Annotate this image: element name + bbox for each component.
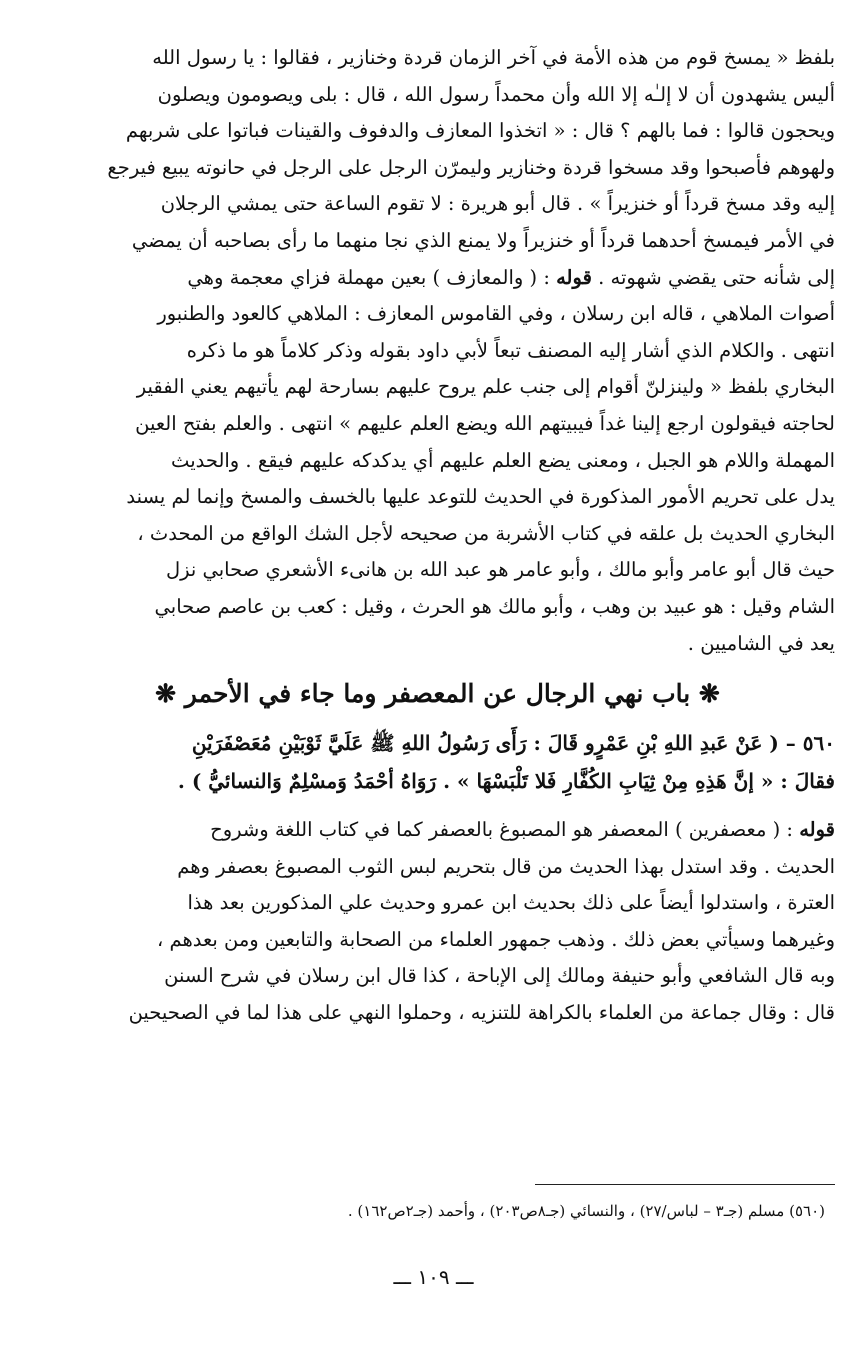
text-segment: : ( والمعازف ) بعين مهملة فزاي معجمة وهي (187, 265, 550, 289)
text-line: العترة ، واستدلوا أيضاً على ذلك بحديث ابن عمرو وحديث علي المذكورين بعد هذا (187, 891, 835, 915)
commentary-top (40, 40, 835, 662)
chapter-heading: ❋ باب نهي الرجال عن المعصفر وما جاء في الأحمر ❋ (155, 679, 720, 709)
text-line: انتهى . والكلام الذي أشار إليه المصنف تبعاً لأبي داود بقوله وذكر كلاماً هو ما ذكره (186, 338, 835, 362)
text-line: الحديث . وقد استدل بهذا الحديث من قال بتحريم لبس الثوب المصبوغ بعصفر وهم (177, 854, 835, 878)
hadith-text (40, 724, 835, 800)
hadith-line: فقالَ : « إنَّ هَذِهِ مِنْ ثِيَابِ الكُفَّارِ فَلا تَلْبَسْهَا » . رَوَاهُ أحْمَدُ وَمسْلِمٌ وَالنسائيُّ ) . (177, 769, 835, 794)
text-line: البخاري بلفظ « ولينزلنّ أقوام إلى جنب علم يروح عليهم بسارحة لهم يأتيهم يعني الفقير (136, 375, 835, 399)
footnote: (٥٦٠) مسلم (جـ٣ – لباس/٢٧) ، والنسائي (جـ٨ص٢٠٣) ، وأحمد (جـ٢ص١٦٢) . (347, 1202, 825, 1220)
text-line-with-qawluhu (40, 260, 835, 297)
text-line-with-qawluhu (40, 812, 835, 849)
text-line: وبه قال الشافعي وأبو حنيفة ومالك إلى الإباحة ، كذا قال ابن رسلان في شرح السنن (164, 964, 835, 988)
text-line: المهملة واللام هو الجبل ، ومعنى يضع العلم عليهم أي يدكدكه عليهم فيقع . والحديث (171, 448, 835, 472)
text-line: وغيرهما وسيأتي بعض ذلك . وذهب جمهور العلماء من الصحابة والتابعين ومن بعدهم ، (157, 927, 835, 951)
text-line: في الأمر فيمسخ أحدهما قرداً أو خنزيراً ولا يمنع الذي نجا منهما ما رأى بصاحبه أن يمضي (131, 228, 835, 252)
hadith-line: ٥٦٠ – ( عَنْ عَبدِ اللهِ بْنِ عَمْرٍو قَالَ : رَأَى رَسُولُ اللهِ ﷺ عَلَيَّ ثَوْبَيْنِ مُعَصْفَرَيْنِ (191, 731, 835, 756)
page-number: ـــ ١٠٩ ـــ (393, 1265, 474, 1289)
qawluhu-label: قوله (799, 818, 835, 842)
text-line: بلفظ « يمسخ قوم من هذه الأمة في آخر الزمان قردة وخنازير ، فقالوا : يا رسول الله (152, 46, 835, 69)
text-line: لحاجته فيقولون ارجع إلينا غداً فيبيتهم الله ويضع العلم عليهم » انتهى . والعلم بفتح العين (135, 411, 835, 435)
text-line: البخاري الحديث بل علقه في كتاب الأشربة من صحيحه لأجل الشك الواقع من المحدث ، (137, 521, 835, 545)
text-line: أصوات الملاهي ، قاله ابن رسلان ، وفي القاموس المعازف : الملاهي كالعود والطنبور (157, 302, 835, 326)
text-line: يدل على تحريم الأمور المذكورة في الحديث للتوعد عليها بالخسف والمسخ وإنما لم يسند (126, 485, 835, 509)
text-segment: إلى شأنه حتى يقضي شهوته . (598, 265, 835, 289)
text-line: قال : وقال جماعة من العلماء بالكراهة للتنزيه ، وحملوا النهي على هذا لما في الصحيحين (128, 1001, 835, 1025)
text-line: ولهوهم فأصبحوا وقد مسخوا قردة وخنازير وليمرّن الرجل على الرجل في حانوته يبيع فيرجع (107, 155, 835, 179)
text-line: أليس يشهدون أن لا إلـٰه إلا الله وأن محمداً رسول الله ، قال : بلى ويصومون ويصلون (157, 82, 835, 106)
text-line: ويحجون قالوا : فما بالهم ؟ قال : « اتخذوا المعازف والدفوف والقينات فباتوا على شربهم (125, 119, 835, 143)
text-line: حيث قال أبو عامر وأبو مالك ، وأبو عامر هو عبد الله بن هانىء الأشعري صحابي نزل (165, 558, 835, 582)
qawluhu-label: قوله (556, 265, 592, 289)
text-line: إليه وقد مسخ قرداً أو خنزيراً » . قال أبو هريرة : لا تقوم الساعة حتى يمشي الرجلان (160, 192, 835, 216)
commentary-bottom (40, 812, 835, 1032)
text-segment: : ( معصفرين ) المعصفر هو المصبوغ بالعصفر كما في كتاب اللغة وشروح (210, 818, 793, 842)
text-line: يعد في الشاميين . (687, 631, 835, 655)
footnote-separator (535, 1184, 835, 1185)
page-body (40, 40, 835, 1032)
text-line: الشام وقيل : هو عبيد بن وهب ، وأبو مالك هو الحرث ، وقيل : كعب بن عاصم صحابي (154, 594, 835, 618)
